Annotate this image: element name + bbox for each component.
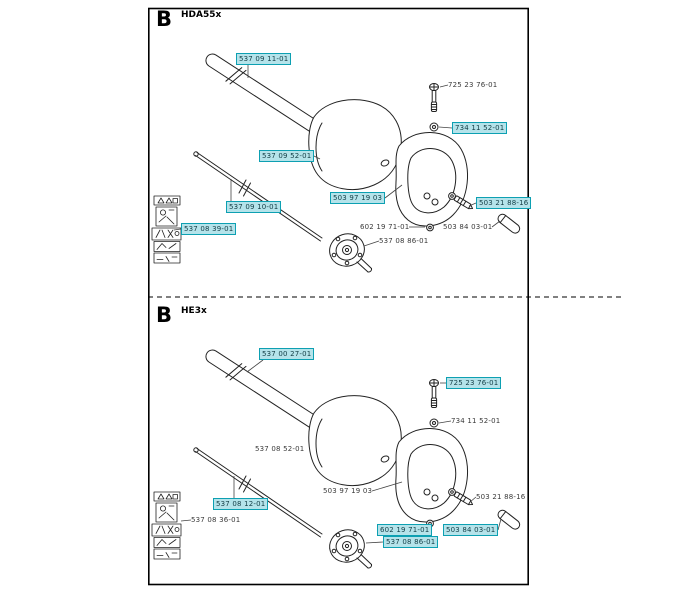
panel-header-top — [156, 8, 221, 30]
part-number-label[interactable]: 537 08 86-01 — [383, 536, 438, 548]
part-number-label[interactable]: 537 08 52-01 — [255, 445, 305, 453]
part-number-label[interactable]: 503 97 19 03 — [323, 487, 373, 495]
part-number-label[interactable]: 734 11 52-01 — [451, 417, 501, 425]
panel-header-bottom — [156, 304, 207, 326]
model-name: HDA55x — [181, 10, 222, 20]
part-number-label[interactable]: 503 84 03-01 — [443, 223, 493, 231]
section-letter: B — [156, 303, 173, 327]
part-number-label[interactable]: 537 08 12-01 — [213, 498, 268, 510]
part-number-label[interactable]: 537 09 52-01 — [259, 150, 314, 162]
part-number-label[interactable]: 537 08 36-01 — [191, 516, 241, 524]
part-number-label[interactable]: 503 84 03-01 — [443, 524, 498, 536]
part-number-label[interactable]: 537 08 39-01 — [181, 223, 236, 235]
part-number-label[interactable]: 602 19 71-01 — [360, 223, 410, 231]
part-number-label[interactable]: 503 97 19 03 — [330, 192, 385, 204]
part-number-label[interactable]: 503 21 88-16 — [476, 493, 526, 501]
part-number-label[interactable]: 734 11 52-01 — [452, 122, 507, 134]
part-number-label[interactable]: 537 08 86-01 — [379, 237, 429, 245]
part-number-label[interactable]: 725 23 76-01 — [446, 377, 501, 389]
part-number-label[interactable]: 537 09 10-01 — [226, 201, 281, 213]
part-number-label[interactable]: 537 09 11-01 — [236, 53, 291, 65]
part-number-label[interactable]: 503 21 88-16 — [476, 197, 531, 209]
section-letter: B — [156, 7, 173, 31]
part-number-label[interactable]: 725 23 76-01 — [448, 81, 498, 89]
part-number-label[interactable]: 537 00 27-01 — [259, 348, 314, 360]
part-number-label[interactable]: 602 19 71-01 — [377, 524, 432, 536]
model-name: HE3x — [181, 306, 207, 316]
